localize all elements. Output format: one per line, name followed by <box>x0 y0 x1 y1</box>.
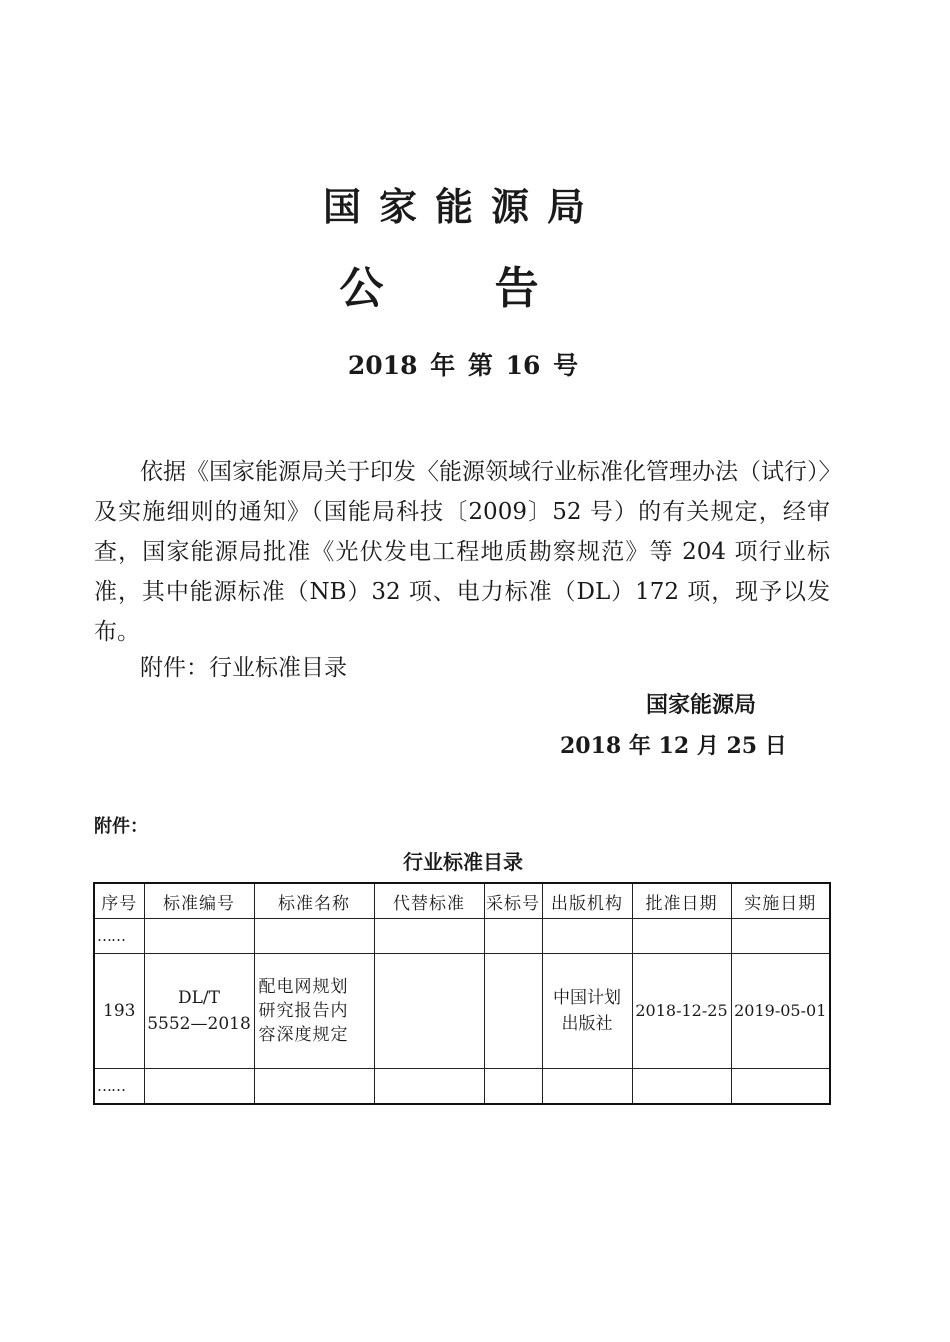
name-cell <box>254 954 374 1069</box>
announcement-paragraph: 依据《国家能源局关于印发〈能源领域行业标准化管理办法（试行）〉及实施细则的通知》（国能局科技〔2009〕52 号）的有关规定，经审查，国家能源局批准《光伏发电工程地质勘察规范》等 204 项行业标准，其中能源标准（NB）32 项、电力标准（DL）172 项，现予以发布。 <box>94 459 830 645</box>
ellipsis-cell: …… <box>94 1069 144 1105</box>
name-line: 容深度规定 <box>258 1025 349 1045</box>
table-row <box>94 919 830 954</box>
code-cell <box>144 954 254 1069</box>
code-line: DL/T <box>178 988 220 1008</box>
table-row <box>94 1069 830 1105</box>
issuer-title: 国家能源局 <box>322 185 603 229</box>
signature-organization: 国家能源局 <box>646 693 757 718</box>
table-row <box>94 954 830 1069</box>
column-header-name: 标准名称 <box>254 883 374 919</box>
column-header-seq: 序号 <box>94 883 144 919</box>
seq-cell: 193 <box>94 954 144 1069</box>
code-line: 5552—2018 <box>147 1014 251 1034</box>
publisher-line: 出版社 <box>561 1014 613 1034</box>
column-header-effective-date: 实施日期 <box>731 883 830 919</box>
name-line: 研究报告内 <box>258 1001 349 1021</box>
column-header-adopted: 采标号 <box>484 883 542 919</box>
issue-number: 2018 年 第 16 号 <box>347 351 579 380</box>
column-header-approval-date: 批准日期 <box>632 883 731 919</box>
column-header-publisher: 出版机构 <box>542 883 632 919</box>
replaces-cell <box>374 954 484 1069</box>
attachment-heading: 附件： <box>94 816 148 837</box>
effective-date-cell: 2019-05-01 <box>731 954 830 1069</box>
document-type: 公 告 <box>339 263 587 314</box>
table-header-row <box>94 883 830 919</box>
column-header-code: 标准编号 <box>144 883 254 919</box>
catalog-table-title: 行业标准目录 <box>403 850 523 874</box>
column-header-replaces: 代替标准 <box>374 883 484 919</box>
approval-date-cell: 2018-12-25 <box>632 954 731 1069</box>
signature-date: 2018 年 12 月 25 日 <box>560 733 787 759</box>
adopted-cell <box>484 954 542 1069</box>
attachment-reference: 附件：行业标准目录 <box>140 655 347 681</box>
ellipsis-cell: …… <box>94 919 144 954</box>
name-line: 配电网规划 <box>258 977 349 997</box>
publisher-cell <box>542 954 632 1069</box>
standards-catalog-table <box>93 882 831 1105</box>
publisher-line: 中国计划 <box>553 988 621 1008</box>
